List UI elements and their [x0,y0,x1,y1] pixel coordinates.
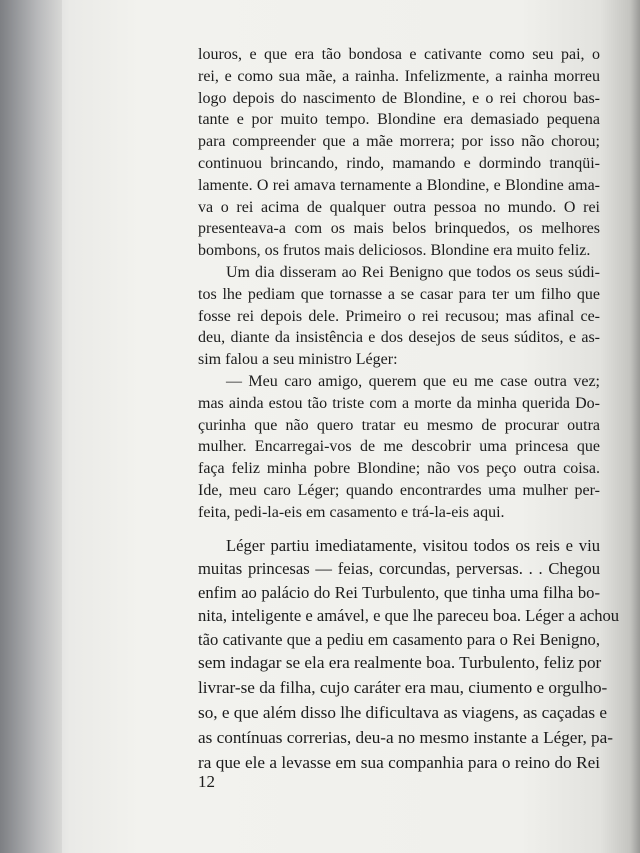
text-line: as contínuas correrias, deu-a no mesmo instante a Léger, pa- [198,728,613,748]
text-line: tos lhe pediam que tornasse a se casar para ter um filho que [198,285,600,303]
text-line: çurinha que não quero tratar eu mesmo de procurar outra [198,416,600,434]
text-line: tão cativante que a pediu em casamento para o Rei Benigno, [198,629,600,649]
body-text [198,44,620,776]
text-line: muitas princesas — feias, corcundas, perversas. . . Chegou [198,559,600,579]
text-line: louros, e que era tão bondosa e cativante como seu pai, o [198,46,600,63]
text-line: logo depois do nascimento de Blondine, e o rei chorou bas- [198,89,600,107]
text-line: continuou brincando, rindo, mamando e dormindo tranqüi- [198,154,600,172]
text-line: so, e que além disso lhe dificultava as viagens, as caçadas e [198,703,608,723]
text-line: feita, pedi-la-eis em casamento e trá-la-eis aqui. [198,503,505,521]
text-line: nita, inteligente e amável, e que lhe pareceu boa. Léger a achou [198,606,620,626]
text-line: ra que ele a levasse em sua companhia para o reino do Rei [198,753,600,773]
text-line: presenteava-a com os mais belos brinquedos, os melhores [198,220,600,238]
text-line: Léger partiu imediatamente, visitou todos os reis e viu [226,535,600,555]
text-line: Um dia disseram ao Rei Benigno que todos os seus súdi- [226,263,600,281]
text-line: para compreender que a mãe morrera; por isso não chorou; [198,133,600,151]
page-number: 12 [198,772,215,791]
text-line: sem indagar se ela era realmente boa. Turbulento, feliz por [198,653,602,673]
text-line: faça feliz minha pobre Blondine; não vos peço outra coisa. [198,460,600,478]
text-line: tante e por muito tempo. Blondine era demasiado pequena [198,111,600,129]
text-line: Ide, meu caro Léger; quando encontrardes uma mulher per- [198,481,600,499]
text-line: bombons, os frutos mais deliciosos. Blondine era muito feliz. [198,242,591,260]
text-line: enfim ao palácio do Rei Turbulento, que tinha uma filha bo- [198,582,600,602]
text-line: — Meu caro amigo, querem que eu me case outra vez; [226,372,600,390]
page-gutter-shadow [0,0,62,853]
text-line: fosse rei depois dele. Primeiro o rei recusou; mas afinal ce- [198,307,600,325]
text-line: mulher. Encarregai-vos de me descobrir uma princesa que [198,438,600,456]
text-line: mas ainda estou tão triste com a morte da minha querida Do- [198,394,600,412]
text-line: deu, diante da insistência e dos desejos de seus súditos, e as- [198,329,600,347]
text-line: rei, e como sua mãe, a rainha. Infelizmente, a rainha morreu [198,67,600,85]
text-line: sim falou a seu ministro Léger: [198,351,398,369]
text-line: lamente. O rei amava ternamente a Blondine, e Blondine ama- [198,176,600,194]
text-line: livrar-se da filha, cujo caráter era mau, ciumento e orgulho- [198,678,608,698]
text-line: va o rei acima de qualquer outra pessoa no mundo. O rei [198,198,600,216]
